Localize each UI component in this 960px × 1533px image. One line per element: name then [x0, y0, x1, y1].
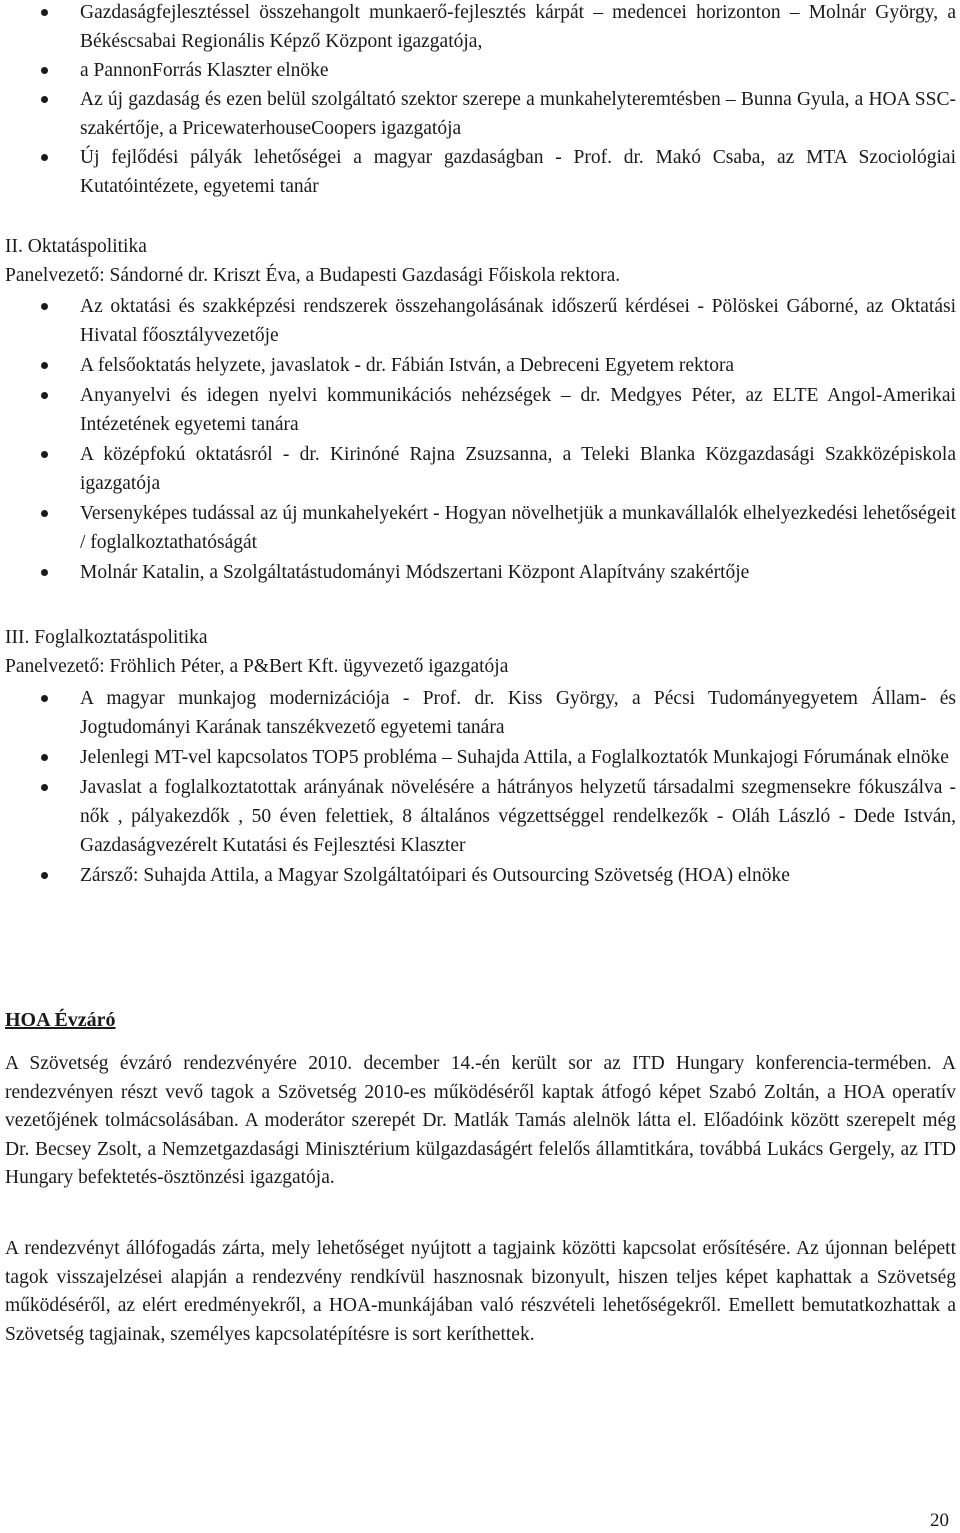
paragraph: A rendezvényt állófogadás zárta, mely lehetőséget nyújtott a tagjaink közötti kapcsolat erősítésére. Az újonnan belépett tagok visszajelzései alapján a rendezvény rendkívül hasznosnak bizonyult, hiszen teljes képet kaphattak a Szövetség működéséről, az elért eredményekről, a HOA-munkájában való részvételi lehetőségekről. Emellett bemutatkozhattak a Szövetség tagjainak, személyes kapcsolatépítésre is sort keríthettek.: [5, 1238, 956, 1345]
bullet-list-3: [0, 684, 960, 890]
list-item: A magyar munkajog modernizációja - Prof. dr. Kiss György, a Pécsi Tudományegyetem Állam- és Jogtudományi Karának tanszékvezető egyetemi tanára: [0, 684, 960, 742]
list-item: Az oktatási és szakképzési rendszerek összehangolásának időszerű kérdései - Pölöskei Gáborné, az Oktatási Hivatal főosztályvezetője: [0, 292, 960, 350]
page-number: 20: [930, 1510, 949, 1531]
list-item: Gazdaságfejlesztéssel összehangolt munkaerő-fejlesztés kárpát – medencei horizonton – Molnár György, a Békéscsabai Regionális Képző Központ igazgatója,: [0, 0, 960, 56]
section-title-2: II. Oktatáspolitika: [5, 236, 147, 257]
bullet-list-1: [0, 0, 960, 201]
moderator-3: Panelvezető: Fröhlich Péter, a P&Bert Kft. ügyvezető igazgatója: [5, 656, 509, 677]
section-heading: HOA Évzáró: [5, 1009, 116, 1031]
list-item: Versenyképes tudással az új munkahelyekért - Hogyan növelhetjük a munkavállalók elhelyezkedési lehetőségeit / foglalkoztathatóságát: [0, 499, 960, 557]
list-item: A középfokú oktatásról - dr. Kirinóné Rajna Zsuzsanna, a Teleki Blanka Közgazdasági Szakközépiskola igazgatója: [0, 440, 960, 498]
section-title-3: III. Foglalkoztatáspolitika: [5, 627, 208, 648]
list-item: Anyanyelvi és idegen nyelvi kommunikációs nehézségek – dr. Medgyes Péter, az ELTE Angol-Amerikai Intézetének egyetemi tanára: [0, 381, 960, 439]
list-item: Jelenlegi MT-vel kapcsolatos TOP5 probléma – Suhajda Attila, a Foglalkoztatók Munkajogi Fórumának elnöke: [0, 743, 960, 772]
list-item: Molnár Katalin, a Szolgáltatástudományi Módszertani Központ Alapítvány szakértője: [0, 558, 960, 587]
list-item: Javaslat a foglalkoztatottak arányának növelésére a hátrányos helyzetű társadalmi szegmensekre fókuszálva - nők , pályakezdők , 50 éven felettiek, 8 általános végzettséggel rendelkezők - Oláh László - Dede István, Gazdaságvezérelt Kutatási és Fejlesztési Klaszter: [0, 773, 960, 860]
bullet-list-2: [0, 292, 960, 587]
moderator-2: Panelvezető: Sándorné dr. Kriszt Éva, a Budapesti Gazdasági Főiskola rektora.: [5, 265, 621, 286]
list-item: Az új gazdaság és ezen belül szolgáltató szektor szerepe a munkahelyteremtésben – Bunna Gyula, a HOA SSC-szakértője, a PricewaterhouseCoopers igazgatója: [0, 85, 960, 143]
paragraph: A Szövetség évzáró rendezvényére 2010. december 14.-én került sor az ITD Hungary konferencia-termében. A rendezvényen részt vevő tagok a Szövetség 2010-es működéséről kaptak átfogó képet Szabó Zoltán, a HOA operatív vezetőjének tolmácsolásában. A moderátor szerepét Dr. Matlák Tamás alelnök látta el. Előadóink között szerepelt még Dr. Becsey Zsolt, a Nemzetgazdasági Minisztérium külgazdaságért felelős államtitkára, továbbá Lukács Gergely, az ITD Hungary befektetés-ösztönzési igazgatója.: [5, 1053, 956, 1188]
list-item: Zársző: Suhajda Attila, a Magyar Szolgáltatóipari és Outsourcing Szövetség (HOA) elnöke: [0, 861, 960, 890]
list-item: Új fejlődési pályák lehetőségei a magyar gazdaságban - Prof. dr. Makó Csaba, az MTA Szociológiai Kutatóintézete, egyetemi tanár: [0, 143, 960, 201]
list-item: a PannonForrás Klaszter elnöke: [0, 56, 960, 85]
list-item: A felsőoktatás helyzete, javaslatok - dr. Fábián István, a Debreceni Egyetem rektora: [0, 351, 960, 380]
